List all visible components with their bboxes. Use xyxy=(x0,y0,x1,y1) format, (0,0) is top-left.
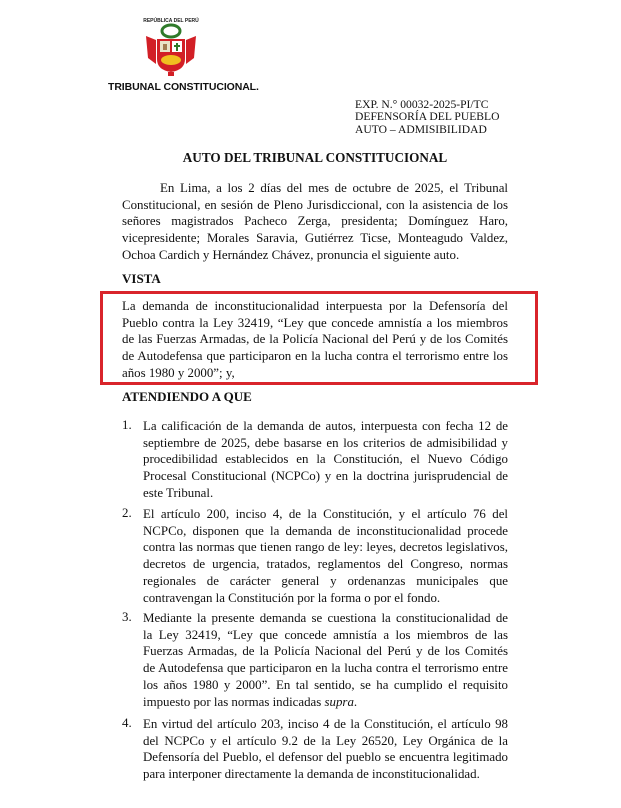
case-party: DEFENSORÍA DEL PUEBLO xyxy=(355,110,500,124)
text-line: del NCPCo y el artículo 9.2 de la Ley 26520, Ley Orgánica de la xyxy=(143,733,508,748)
text-line: de Autodefensa que participaron en la lucha contra el terrorismo entre xyxy=(143,661,508,676)
text-line: El artículo 200, inciso 4, de la Constitución, y el artículo 76 del xyxy=(143,507,508,521)
text-line: Mediante la presente demanda se cuestiona la constitucionalidad de xyxy=(143,611,508,625)
text-line: Procesal Constitucional (NCPCo) y en la doctrina jurisprudencial de xyxy=(143,469,508,484)
peru-coat-of-arms-logo xyxy=(140,14,202,78)
document-title: AUTO DEL TRIBUNAL CONSTITUCIONAL xyxy=(182,150,448,165)
text-line: Pueblo contra la Ley 32419, “Ley que concede amnistía a los miembros xyxy=(122,315,508,330)
list-number: 1. xyxy=(122,418,132,432)
text-line: procedibilidad establecidos en la Constitución, el Nuevo Código xyxy=(143,452,508,467)
text-line: de las Fuerzas Armadas, de la Policía Nacional del Perú y de los Comités xyxy=(122,332,508,347)
text-line: señores magistrados Pacheco Zerga, presidenta; Domínguez Haro, xyxy=(122,214,508,229)
text-line: NCPCo, disponen que la demanda de inconstitucionalidad procede xyxy=(143,523,508,538)
vista-paragraph xyxy=(122,298,508,382)
text-line: contra las normas que tienen rango de ley: leyes, decretos legislativos, xyxy=(143,540,508,555)
svg-text:REPÚBLICA DEL PERÚ: REPÚBLICA DEL PERÚ xyxy=(143,18,199,24)
intro-paragraph xyxy=(122,180,508,264)
text-line: En Lima, a los 2 días del mes de octubre de 2025, el Tribunal xyxy=(160,181,508,195)
text-line: Defensoría del Pueblo, el defensor del pueblo se encuentra legitimado xyxy=(143,750,508,765)
case-number: EXP. N.° 00032-2025-PI/TC xyxy=(355,98,489,111)
text-line: Constitucional, en sesión de Pleno Jurisdiccional, con la asistencia de los xyxy=(122,197,508,212)
text-line: impuesto por las normas indicadas supra. xyxy=(143,694,358,709)
text-line: septiembre de 2025, debe basarse en los criterios de admisibilidad y xyxy=(143,435,508,450)
list-number: 3. xyxy=(122,610,132,624)
institution-name: TRIBUNAL CONSTITUCIONAL. xyxy=(108,81,259,93)
text-line: La calificación de la demanda de autos, interpuesta con fecha 12 de xyxy=(143,419,508,433)
text-line: años 1980 y 2000”; y, xyxy=(122,365,235,380)
text-line: contravengan la Constitución por la forma o por el fondo. xyxy=(143,590,441,605)
text-line: La demanda de inconstitucionalidad interpuesta por la Defensoría del xyxy=(122,299,508,313)
list-number: 4. xyxy=(122,716,132,730)
text-line: la Ley 32419, “Ley que concede amnistía a los miembros de las xyxy=(143,627,508,642)
text-line: regionales de carácter general y ordenanzas municipales que xyxy=(143,573,508,588)
text-line: decretos de urgencia, tratados, reglamentos del Congreso, normas xyxy=(143,557,508,572)
case-reference xyxy=(355,99,500,136)
list-item xyxy=(143,610,508,710)
list-item xyxy=(143,418,508,502)
text-line: En virtud del artículo 203, inciso 4 de la Constitución, el artículo 98 xyxy=(143,717,508,731)
text-line: Ochoa Cardich y Hernández Chávez, pronuncia el siguiente auto. xyxy=(122,247,460,262)
case-type: AUTO – ADMISIBILIDAD xyxy=(355,122,487,136)
list-item xyxy=(143,716,508,783)
list-number: 2. xyxy=(122,506,132,520)
text-line: de Autodefensa que participaron en la lucha contra el terrorismo entre los xyxy=(122,349,508,364)
text-line: Fuerzas Armadas, de la Policía Nacional del Perú y de los Comités xyxy=(143,644,508,659)
text-line: para interponer directamente la demanda de inconstitucionalidad. xyxy=(143,767,480,782)
atendiendo-heading: ATENDIENDO A QUE xyxy=(122,389,252,404)
list-item xyxy=(143,506,508,606)
text-line: los años 1980 y 2000”. En tal sentido, se ha cumplido el requisito xyxy=(143,677,508,692)
text-line: este Tribunal. xyxy=(143,485,214,500)
text-line: vicepresidente; Morales Saravia, Gutiérrez Ticse, Monteagudo Valdez, xyxy=(122,231,508,246)
vista-heading: VISTA xyxy=(122,271,161,286)
